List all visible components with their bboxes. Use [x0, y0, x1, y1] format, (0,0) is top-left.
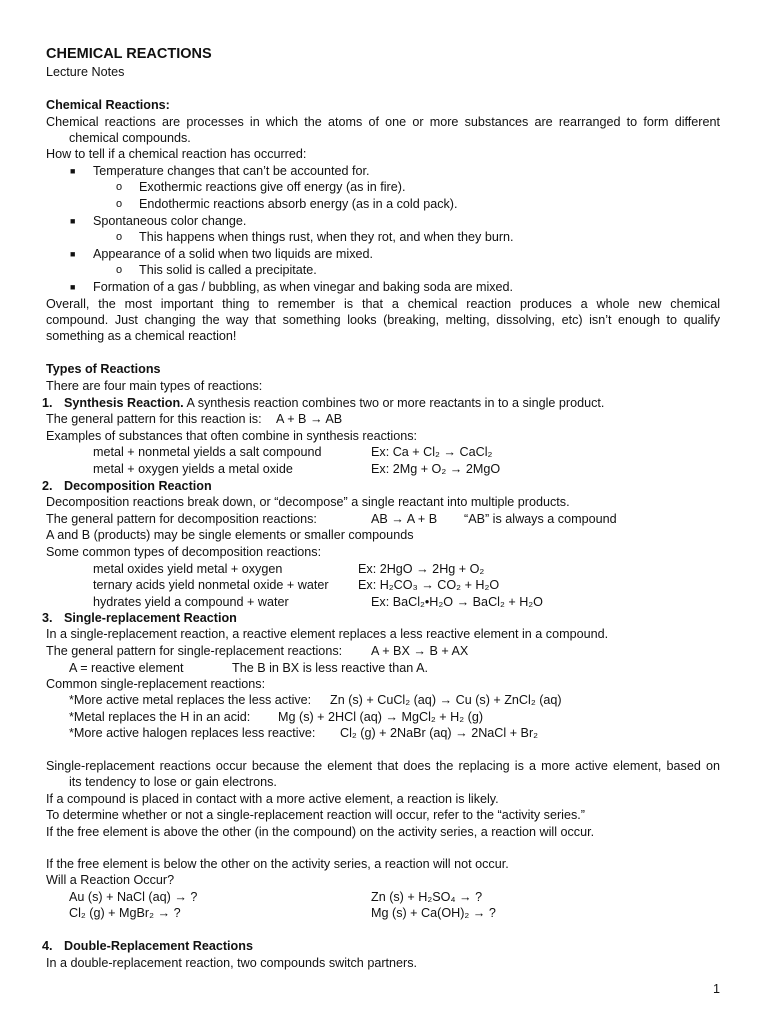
- single-pattern: A + BX → B + AX: [371, 644, 469, 658]
- single-common-intro: Common single-replacement reactions:: [46, 677, 266, 691]
- why-line-1: Single-replacement reactions occur because the element that does the replacing is a more active element, based on: [46, 759, 720, 773]
- sub-bullet-icon: o: [116, 264, 123, 276]
- synthesis-heading: [64, 395, 604, 411]
- overall-line-1: Overall, the most important thing to remember is that a chemical reaction produces a whole new chemical: [46, 297, 720, 311]
- single-replacement-title: Single-replacement Reaction: [64, 611, 237, 625]
- item-number: 4.: [42, 939, 53, 953]
- decomposition-ex2-desc: ternary acids yield nonmetal oxide + water: [93, 578, 329, 592]
- list-item: Spontaneous color change.: [93, 214, 247, 228]
- single-pattern-label: The general pattern for single-replacement reactions:: [46, 644, 343, 658]
- list-item: Temperature changes that can’t be accounted for.: [93, 164, 370, 178]
- types-intro: There are four main types of reactions:: [46, 379, 263, 393]
- list-subitem: This solid is called a precipitate.: [139, 263, 317, 277]
- below-line: If the free element is below the other on the activity series, a reaction will not occur.: [46, 857, 509, 871]
- section-heading-types: Types of Reactions: [46, 362, 161, 376]
- overall-line-2: compound. Just changing the way that something looks (breaking, melting, dissolving, etc) isn’t enough to qualify: [46, 313, 720, 327]
- question-3: Cl₂ (g) + MgBr₂ → ?: [69, 906, 181, 920]
- synthesis-title: Synthesis Reaction.: [64, 396, 184, 410]
- sub-bullet-icon: o: [116, 198, 123, 210]
- single-a-definition: A = reactive element: [69, 661, 184, 675]
- definition-line-1: Chemical reactions are processes in which the atoms of one or more substances are rearranged to form different: [46, 115, 720, 129]
- decomposition-products-note: A and B (products) may be single elements or smaller compounds: [46, 528, 414, 542]
- synthesis-ex2-eq: Ex: 2Mg + O₂ → 2MgO: [371, 462, 501, 476]
- single-r3-desc: *More active halogen replaces less reactive:: [69, 726, 316, 740]
- single-r1-eq: Zn (s) + CuCl₂ (aq) → Cu (s) + ZnCl₂ (aq): [330, 693, 562, 707]
- double-replacement-desc: In a double-replacement reaction, two compounds switch partners.: [46, 956, 418, 970]
- list-subitem: Exothermic reactions give off energy (as in fire).: [139, 180, 406, 194]
- synthesis-desc: A synthesis reaction combines two or more reactants in to a single product.: [183, 396, 605, 410]
- synthesis-ex1-desc: metal + nonmetal yields a salt compound: [93, 445, 322, 459]
- decomposition-title: Decomposition Reaction: [64, 479, 212, 493]
- single-r2-desc: *Metal replaces the H in an acid:: [69, 710, 251, 724]
- list-subitem: Endothermic reactions absorb energy (as in a cold pack).: [139, 197, 458, 211]
- synthesis-examples-intro: Examples of substances that often combine in synthesis reactions:: [46, 429, 418, 443]
- page-number: 1: [713, 982, 721, 996]
- synthesis-pattern: A + B → AB: [276, 412, 343, 426]
- determine-line: To determine whether or not a single-replacement reaction will occur, refer to the “activity series.”: [46, 808, 585, 822]
- above-line: If the free element is above the other (in the compound) on the activity series, a reaction will occur.: [46, 825, 595, 839]
- overall-line-3: something as a chemical reaction!: [46, 329, 237, 343]
- single-replacement-desc: In a single-replacement reaction, a reactive element replaces a less reactive element in a compound.: [46, 627, 609, 641]
- section-heading-chemical-reactions: Chemical Reactions:: [46, 98, 170, 112]
- decomposition-ex3-eq: Ex: BaCl₂•H₂O → BaCl₂ + H₂O: [371, 595, 543, 609]
- single-r2-eq: Mg (s) + 2HCl (aq) → MgCl₂ + H₂ (g): [278, 710, 484, 724]
- question-1: Au (s) + NaCl (aq) → ?: [69, 890, 198, 904]
- sub-bullet-icon: o: [116, 181, 123, 193]
- synthesis-pattern-label: The general pattern for this reaction is:: [46, 412, 262, 426]
- list-item: Formation of a gas / bubbling, as when vinegar and baking soda are mixed.: [93, 280, 514, 294]
- decomposition-pattern-label: The general pattern for decomposition reactions:: [46, 512, 317, 526]
- item-number: 2.: [42, 479, 53, 493]
- double-replacement-title: Double-Replacement Reactions: [64, 939, 253, 953]
- list-subitem: This happens when things rust, when they rot, and when they burn.: [139, 230, 514, 244]
- question-2: Zn (s) + H₂SO₄ → ?: [371, 890, 483, 904]
- sub-bullet-icon: o: [116, 231, 123, 243]
- page-title: CHEMICAL REACTIONS: [46, 46, 212, 62]
- single-r1-desc: *More active metal replaces the less active:: [69, 693, 312, 707]
- decomposition-pattern-note: “AB” is always a compound: [464, 512, 617, 526]
- decomposition-ex1-desc: metal oxides yield metal + oxygen: [93, 562, 283, 576]
- item-number: 3.: [42, 611, 53, 625]
- item-number: 1.: [42, 396, 53, 410]
- bullet-icon: ■: [70, 216, 76, 226]
- decomposition-pattern: AB → A + B: [371, 512, 438, 526]
- definition-line-2: chemical compounds.: [69, 131, 191, 145]
- list-item: Appearance of a solid when two liquids are mixed.: [93, 247, 374, 261]
- synthesis-ex1-eq: Ex: Ca + Cl₂ → CaCl₂: [371, 445, 493, 459]
- decomposition-ex1-eq: Ex: 2HgO → 2Hg + O₂: [358, 562, 485, 576]
- compound-contact-line: If a compound is placed in contact with a more active element, a reaction is likely.: [46, 792, 499, 806]
- synthesis-ex2-desc: metal + oxygen yields a metal oxide: [93, 462, 293, 476]
- single-r3-eq: Cl₂ (g) + 2NaBr (aq) → 2NaCl + Br₂: [340, 726, 539, 740]
- bullet-icon: ■: [70, 166, 76, 176]
- question-4: Mg (s) + Ca(OH)₂ → ?: [371, 906, 496, 920]
- bullet-icon: ■: [70, 282, 76, 292]
- bullet-icon: ■: [70, 249, 76, 259]
- single-b-definition: The B in BX is less reactive than A.: [232, 661, 428, 675]
- decomposition-common-intro: Some common types of decomposition reactions:: [46, 545, 322, 559]
- how-to-tell-line: How to tell if a chemical reaction has occurred:: [46, 147, 307, 161]
- reaction-question: Will a Reaction Occur?: [46, 873, 175, 887]
- decomposition-desc: Decomposition reactions break down, or “decompose” a single reactant into multiple products.: [46, 495, 570, 509]
- decomposition-ex3-desc: hydrates yield a compound + water: [93, 595, 289, 609]
- decomposition-ex2-eq: Ex: H₂CO₃ → CO₂ + H₂O: [358, 578, 500, 592]
- page-subtitle: Lecture Notes: [46, 65, 125, 79]
- why-line-2: its tendency to lose or gain electrons.: [69, 775, 277, 789]
